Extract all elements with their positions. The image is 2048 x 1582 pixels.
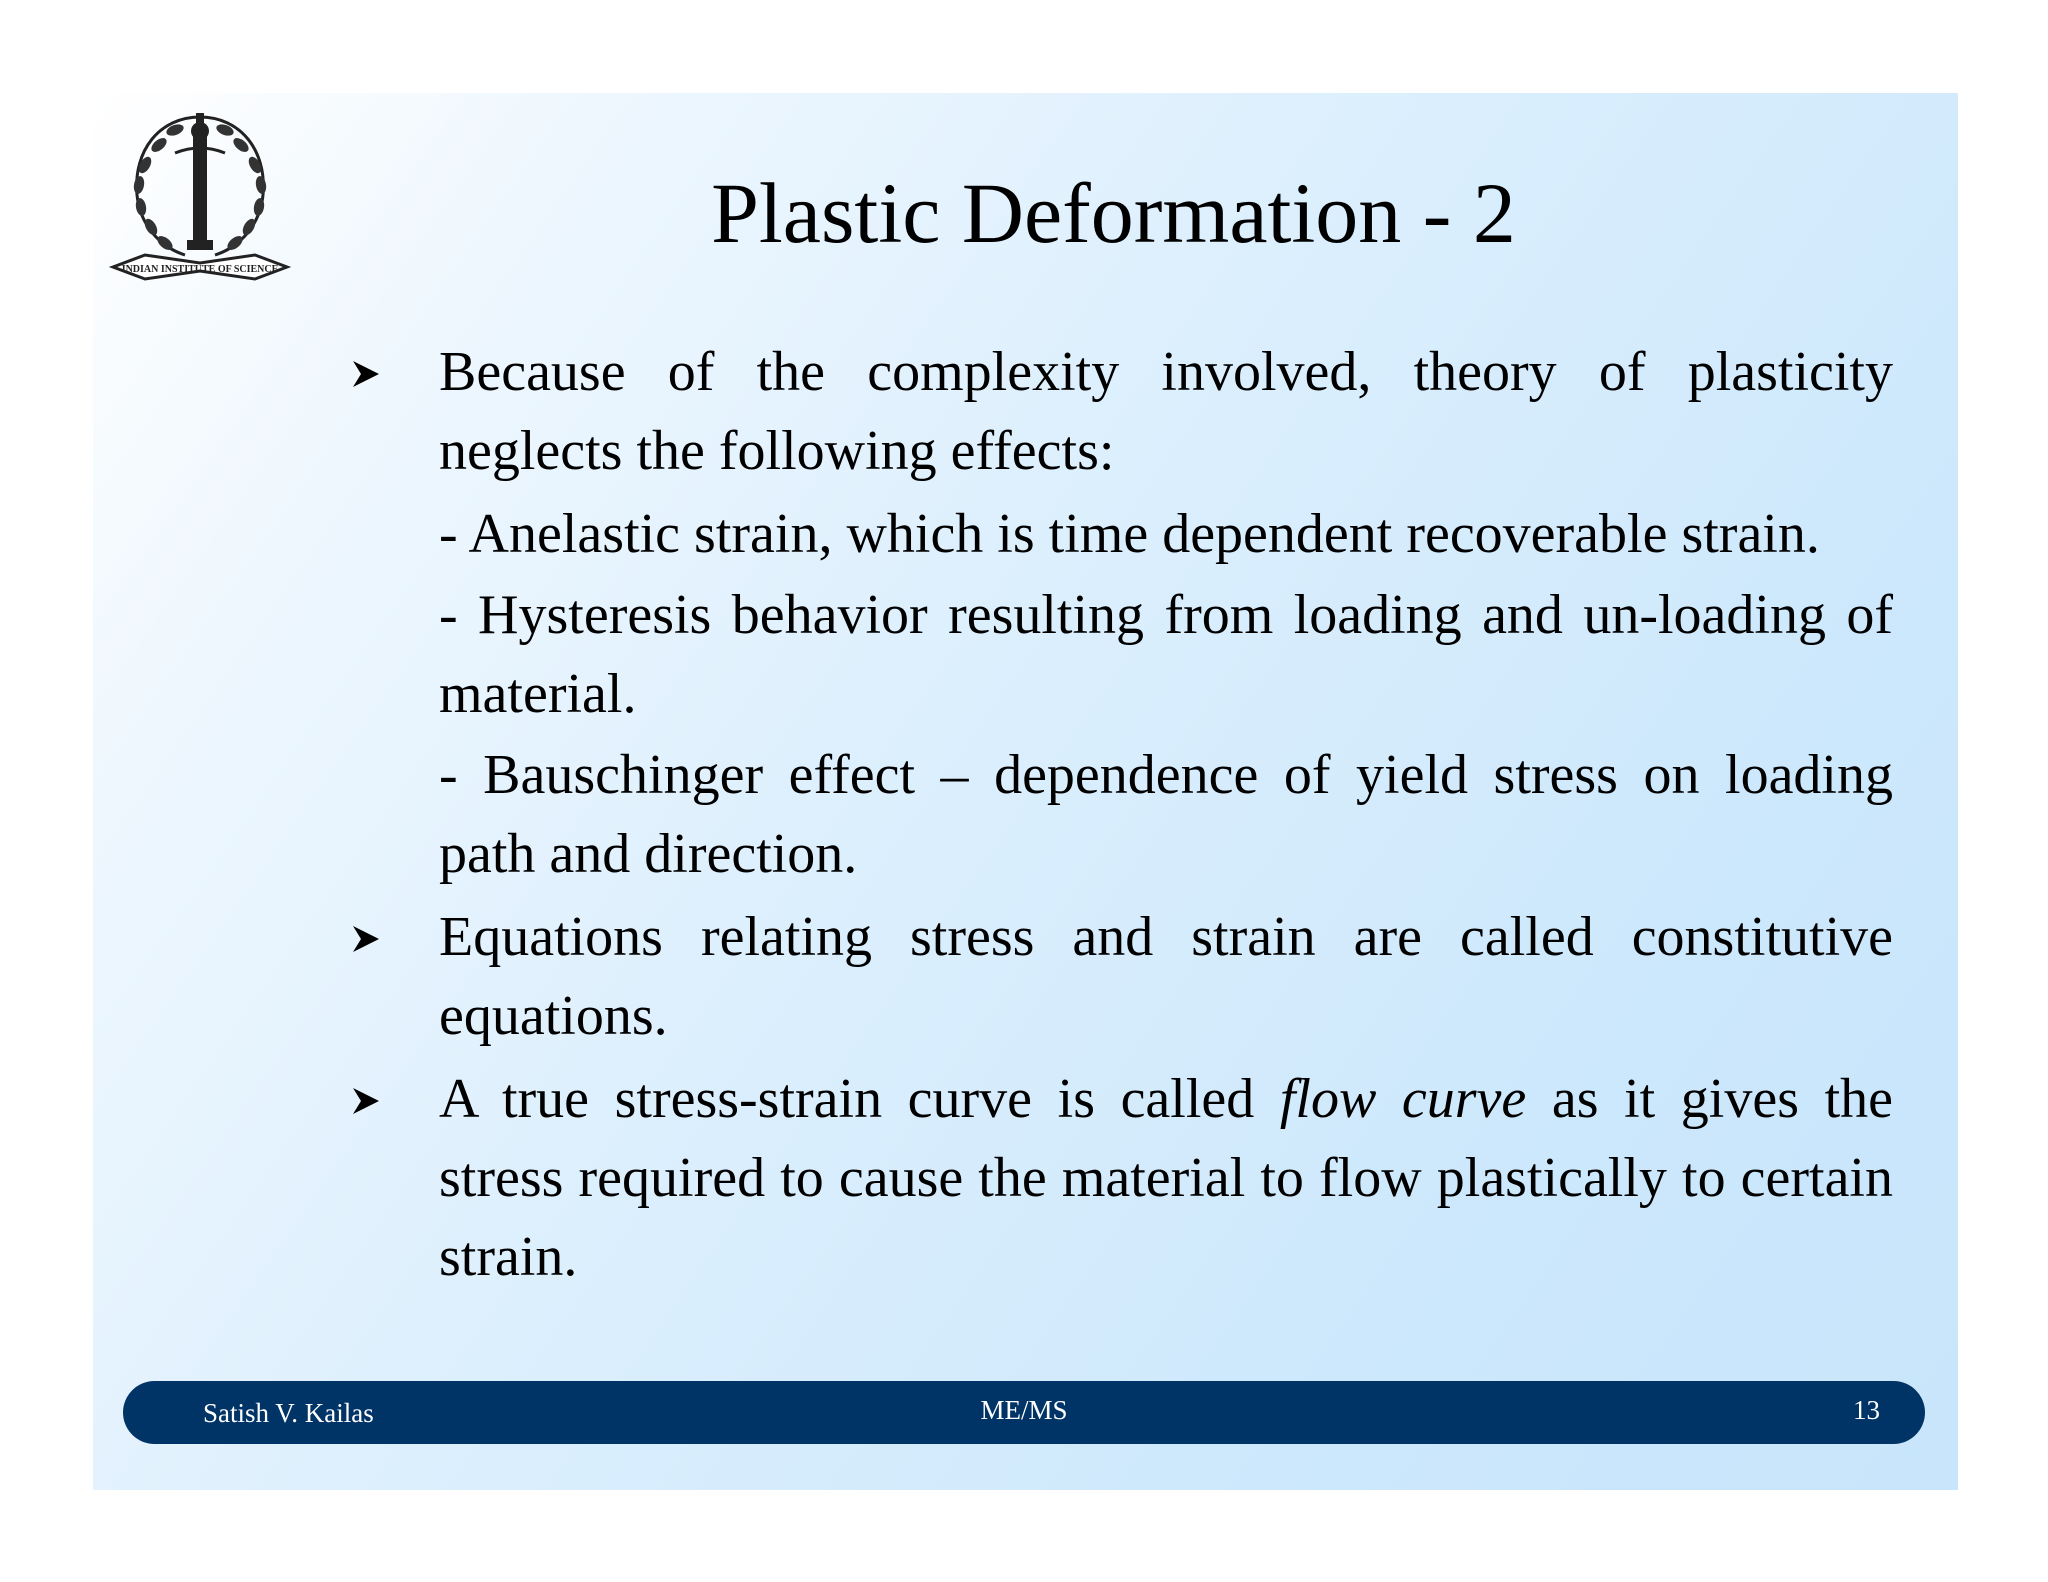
slide-content	[253, 333, 1893, 1297]
footer-department: ME/MS	[980, 1395, 1068, 1425]
arrow-bullet-icon	[351, 1087, 381, 1115]
svg-text:INDIAN INSTITUTE OF SCIENCE: INDIAN INSTITUTE OF SCIENCE	[121, 264, 279, 275]
bullet-text-italic: flow curve	[1279, 1068, 1527, 1130]
bullet-item	[253, 1060, 1893, 1297]
bullet-item	[253, 333, 1893, 491]
sub-item: - Hysteresis behavior resulting from loading and un-loading of material.	[439, 584, 1893, 725]
slide	[93, 93, 1958, 1490]
sub-item: - Bauschinger effect – dependence of yield stress on loading path and direction.	[439, 744, 1893, 885]
bullet-text: Equations relating stress and strain are called constitutive equations.	[439, 906, 1893, 1047]
bullet-item	[253, 898, 1893, 1056]
bullet-text: Because of the complexity involved, theory of plasticity neglects the following effects:	[439, 341, 1893, 482]
footer-page-number: 13	[1853, 1395, 1880, 1425]
footer-author: Satish V. Kailas	[203, 1398, 374, 1428]
sub-item: - Anelastic strain, which is time dependent recoverable strain.	[439, 503, 1820, 565]
bullet-text-after: as it gives the stress required to cause the material to flow plastically to certain strain.	[439, 1068, 1894, 1288]
footer-bar	[123, 1381, 1925, 1444]
arrow-bullet-icon	[351, 360, 381, 388]
arrow-bullet-icon	[351, 925, 381, 953]
slide-title: Plastic Deformation - 2	[711, 165, 1516, 261]
bullet-text-before: A true stress-strain curve is called	[439, 1068, 1280, 1130]
